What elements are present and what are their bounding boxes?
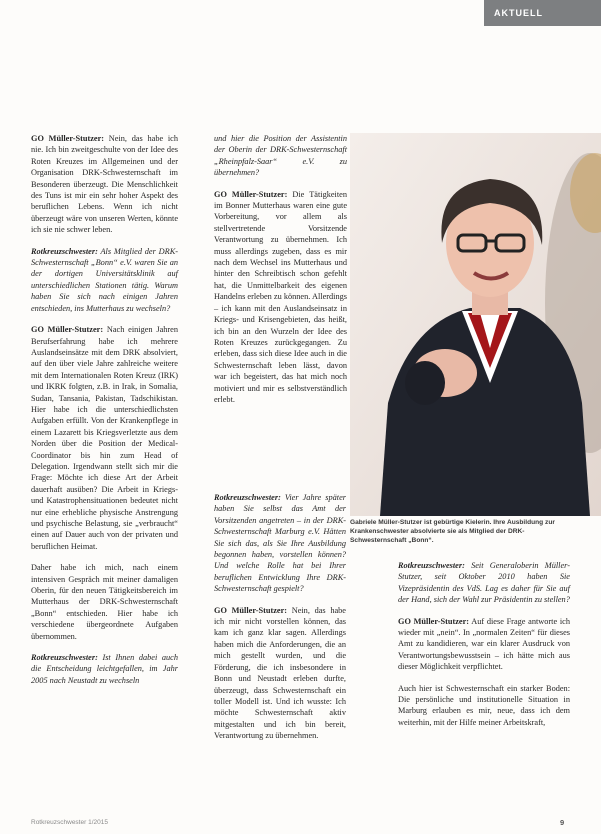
paragraph bbox=[214, 189, 347, 406]
paragraph-text: Die Tätigkeiten im Bonner Mutterhaus waren eine gute Vorbereitung, vor allem als stellvertretende Vorsitzende Verantwortung zu übernehmen. Ich muss allerdings zugeben, dass es mir nach dem Wechsel ins Mutterhaus und hinter den Schreibtisch schon gefehlt hat, die Unmittelbarkeit des eigenen Handelns erleben zu können. Allerdings – ich kann mit den Auslandseinsatz in Kriegs- und Krisengebieten, das heißt, ich bin an den Wurzeln der Idee des Roten Kreuzes zurückgegangen. Zu erleben, dass sich diese Idee auch in die Schwesternschaft leben lässt, davon war ich begeistert, das hat mich noch motiviert und mir es selbstverständlich erlebt. bbox=[214, 189, 347, 404]
text-column-2 bbox=[214, 133, 347, 415]
paragraph-text: Nein, das habe ich mir nicht vorstellen können, das kam ich ganz klar sagen. Allerdings haben mich die Anforderungen, die an mich gestellt wurden, und die Förderung, die ich insbesondere in Bonn und Neustadt erleben durfte, überzeugt, dass Schwesternschaft ein toller Modell ist. Und ich wusste: Ich möchte Schwesternschaft aktiv mitgestalten und ich bin bereit, Verantwortung zu übernehmen. bbox=[214, 605, 346, 741]
paragraph-text: Daher habe ich mich, nach einem intensiven Gespräch mit meiner damaligen Oberin, für den neuen Tätigkeitsbereich im Mutterhaus der DRK-Schwesternschaft „Bonn“ entschieden. Hier habe ich verschiedene übergeordnete Aufgaben übernommen. bbox=[31, 563, 178, 641]
speaker-label: Rotkreuzschwester: bbox=[398, 561, 465, 570]
paragraph bbox=[31, 652, 178, 686]
speaker-label: GO Müller-Stutzer: bbox=[214, 189, 288, 199]
paragraph bbox=[398, 560, 570, 606]
photo-caption: Gabriele Müller-Stutzer ist gebürtige Kielerin. Ihre Ausbildung zur Krankenschwester absolvierte sie als Mitglied der DRK-Schwesternschaft „Bonn“. bbox=[350, 519, 555, 544]
paragraph bbox=[31, 246, 178, 314]
portrait-illustration bbox=[350, 133, 601, 516]
paragraph bbox=[214, 492, 346, 595]
speaker-label: GO Müller-Stutzer: bbox=[31, 134, 105, 143]
publication-footer: Rotkreuzschwester 1/2015 bbox=[31, 819, 108, 826]
paragraph bbox=[214, 605, 346, 742]
paragraph-text: Seit Generaloberin Müller-Stutzer, seit Oktober 2010 haben Sie Vizepräsidentin des VdS. Lag es daher für Sie auf der Hand, sich der Wahl zur Präsidentin zu stellen? bbox=[398, 561, 570, 605]
paragraph-text: Auch hier ist Schwesternschaft ein starker Boden: Die persönliche und institutionelle Situation in Marburg erlauben es mir, neue, dass ich dem weiterhin, mit der Hilfe meiner Arbeitskraft, bbox=[398, 683, 570, 727]
speaker-label: GO Müller-Stutzer: bbox=[398, 616, 470, 626]
paragraph-text: Nach einigen Jahren Berufserfahrung habe ich mehrere Auslandseinsätze mit dem DRK absolviert, auf den über viele Jahre zahlreiche weitere mit dem Internationalen Roten Kreuz (IRK) und IKRK folgten, z.B. in Irak, in Somalia, Sudan, Tansania, Pakistan, Tadschikistan. Hier habe ich die unterschiedlichsten Aufgaben erfüllt. Von der Krankenpflege in einem Lazarett bis Kriegsverletzte aus dem Norden über die Position der Medical-Coordinator bis hin zum Head of Delegation. Irgendwann stellt sich mir die Frage: Möchte ich diese Art der Arbeit dauerhaft ausüben? Die Arbeit in Kriegs- und Katastrophensituationen bedeutet nicht nur eine erhebliche physische Anstrengung und psychische Belastung, sie „verbraucht“ einen auf Dauer auch von der privaten und beruflichen Heimat. bbox=[31, 325, 178, 551]
text-column-1 bbox=[31, 133, 178, 696]
paragraph-text: Ist Ihnen dabei auch die Entscheidung leichtgefallen, im Jahr 2005 nach Neustadt zu wechseln bbox=[31, 653, 178, 685]
paragraph-text: und hier die Position der Assistentin der Oberin der DRK-Schwesternschaft „Rheinpfalz-Saar“ e.V. zu übernehmen? bbox=[214, 134, 347, 178]
paragraph-text: Als Mitglied der DRK-Schwesternschaft „Bonn“ e.V. waren Sie an der dortigen Universitätsklinik auf unterschiedlichen Stationen tätig. Warum haben Sie sich nach einigen Jahren entschieden, ins Mutterhaus zu wechseln? bbox=[31, 246, 178, 313]
text-column-3 bbox=[214, 492, 346, 752]
speaker-label: GO Müller-Stutzer: bbox=[214, 605, 288, 615]
speaker-label: GO Müller-Stutzer: bbox=[31, 325, 104, 335]
paragraph bbox=[31, 133, 178, 236]
speaker-label: Rotkreuzschwester: bbox=[31, 653, 98, 663]
section-tab: AKTUELL bbox=[484, 0, 601, 26]
paragraph-text: Nein, das habe ich nie. Ich bin zweitgeschulte von der Idee des Roten Kreuzes im Allgemeinen und der Organisation DRK-Schwesternschaft im Besonderen überzeugt. Die Menschlichkeit des Tuns ist mir ein sehr hoher Aspekt des beruflichen Lebens. Wenn ich nicht überzeugt wäre von unseren Werten, könnte ich sie nie schwer leben. bbox=[31, 134, 178, 235]
text-column-4 bbox=[398, 560, 570, 738]
page-number: 9 bbox=[560, 818, 565, 827]
paragraph bbox=[398, 616, 570, 673]
paragraph-text: Vier Jahre später haben Sie selbst das Amt der Vorsitzenden angetreten – in der DRK-Schwesternschaft Marburg e.V. Hätten Sie sich das, als Sie Ihre Ausbildung begonnen haben, vorstellen können? Und welche Rolle hat bei Ihrer beruflichen Entwicklung Ihre DRK-Schwesternschaft gespielt? bbox=[214, 493, 346, 594]
paragraph bbox=[31, 324, 178, 552]
speaker-label: Rotkreuzschwester: bbox=[214, 493, 281, 502]
paragraph bbox=[214, 133, 347, 179]
paragraph bbox=[31, 562, 178, 642]
portrait-photo bbox=[350, 133, 601, 516]
paragraph-text: Auf diese Frage antworte ich wieder mit „nein“. In „normalen Zeiten“ für dieses Amt zu kandidieren, war ein klarer Ausdruck von Verantwortungsbewusstsein – ich hätte mich aus dieser Möglichkeit verpflichtet. bbox=[398, 616, 570, 672]
paragraph bbox=[398, 683, 570, 729]
speaker-label: Rotkreuzschwester: bbox=[31, 246, 98, 256]
